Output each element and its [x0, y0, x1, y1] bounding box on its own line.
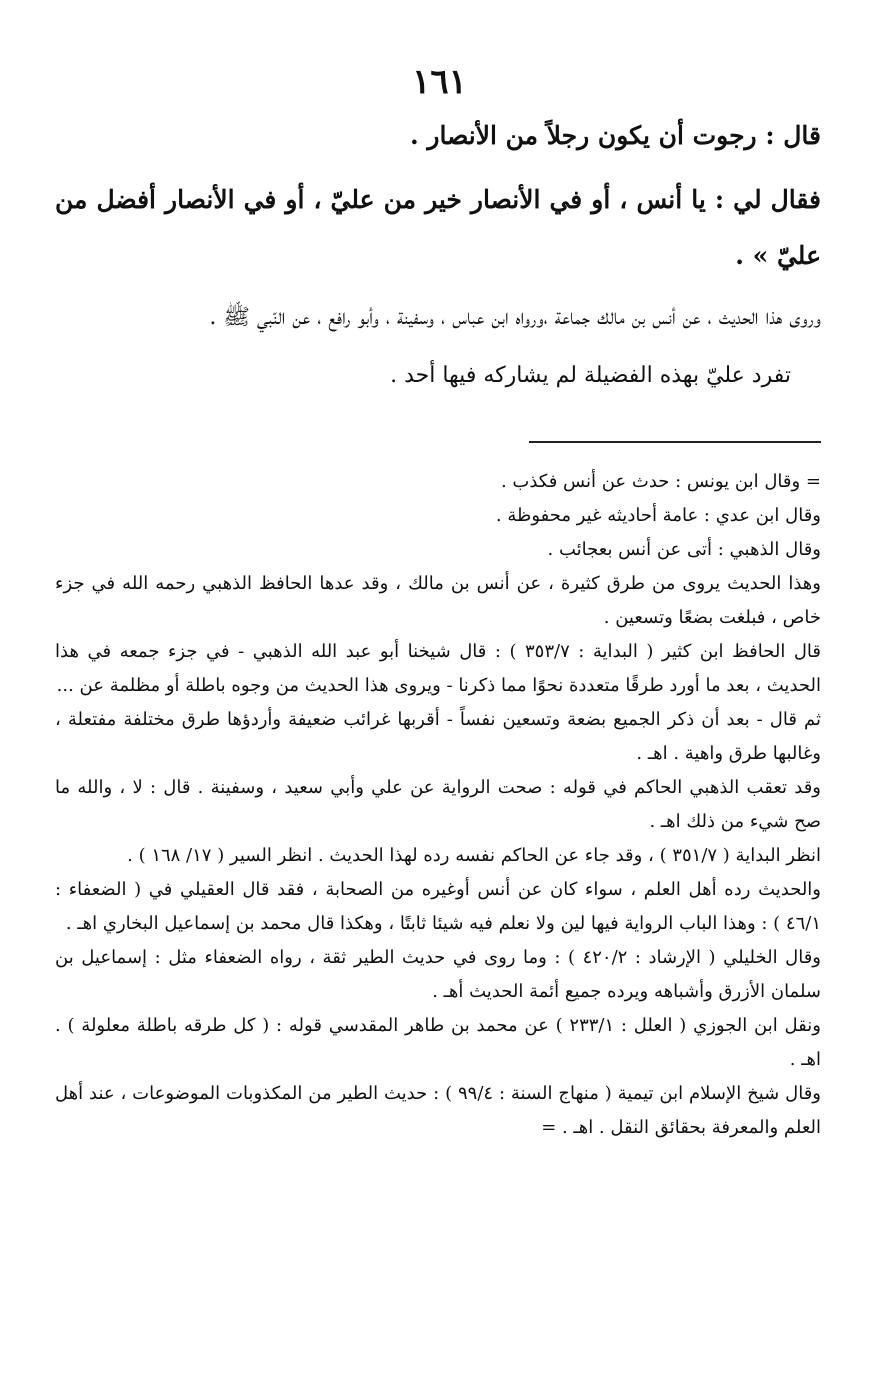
footnote-line: وهذا الحديث يروى من طرق كثيرة ، عن أنس بن مالك ، وقد عدها الحافظ الذهبي رحمه الله في جزء خاص ، فبلغت بضعًا وتسعين .: [55, 573, 821, 628]
footnote-line: وقال شيخ الإسلام ابن تيمية ( منهاج السنة : ٩٩/٤ ) : حديث الطير من المكذوبات الموضوعات ، عند أهل العلم والمعرفة بحقائق النقل . اهـ . =: [55, 1083, 821, 1138]
main-paragraph-4: تفرد عليّ بهذه الفضيلة لم يشاركه فيها أحد .: [390, 363, 791, 388]
footnote-line: وقال ابن عدي : عامة أحاديثه غير محفوظة .: [495, 505, 821, 526]
main-paragraph-3: وروى هذا الحديث ، عن أنس بن مالك جماعة ،ورواه ابن عباس ، وسفينة ، وأبو رافع ، عن النّبي ﷺ .: [209, 305, 821, 330]
main-paragraph-2: فقال لي : يا أنس ، أو في الأنصار خير من عليّ ، أو في الأنصار أفضل من عليّ » .: [55, 185, 821, 270]
footnotes: [55, 465, 821, 1145]
footnote-line: = وقال ابن يونس : حدث عن أنس فكذب .: [500, 471, 821, 492]
footnote-line: وقال الخليلي ( الإرشاد : ٤٢٠/٢ ) : وما روى في حديث الطير ثقة ، رواه الضعفاء مثل : إسماعيل بن سلمان الأزرق وأشباهه ويرده جميع أئمة الحديث أهـ .: [55, 947, 821, 1002]
footnote-line: ونقل ابن الجوزي ( العلل : ٢٣٣/١ ) عن محمد بن طاهر المقدسي قوله : ( كل طرقه باطلة معلولة ) . اهـ .: [55, 1015, 821, 1070]
page-number: ١٦١: [412, 62, 467, 102]
footnote-separator: [529, 441, 821, 443]
main-text: [55, 108, 821, 400]
footnote-line: وقد تعقب الذهبي الحاكم في قوله : صحت الرواية عن علي وأبي سعيد ، وسفينة . قال : لا ، والله ما صح شيء من ذلك اهـ .: [55, 777, 821, 832]
footnote-line: قال الحافظ ابن كثير ( البداية : ٣٥٣/٧ ) : قال شيخنا أبو عبد الله الذهبي - في جزء جمعه في هذا الحديث ، بعد ما أورد طرقًا متعددة نحوًا مما ذكرنا - ويروى هذا الحديث من وجوه باطلة أو مظلمة عن ...: [55, 641, 821, 696]
footnote-line: ثم قال - بعد أن ذكر الجميع بضعة وتسعين نفساً - أقربها غرائب ضعيفة وأردؤها طرق مختلفة مفتعلة ، وغالبها طرق واهية . اهـ .: [55, 709, 821, 764]
main-paragraph-1: قال : رجوت أن يكون رجلاً من الأنصار .: [409, 121, 821, 150]
footnote-line: وقال الذهبي : أتى عن أنس بعجائب .: [547, 539, 821, 560]
footnote-line: انظر البداية ( ٣٥١/٧ ) ، وقد جاء عن الحاكم نفسه رده لهذا الحديث . انظر السير ( ١٧/ ١٦٨ ) .: [127, 845, 821, 866]
footnote-line: والحديث رده أهل العلم ، سواء كان عن أنس أوغيره من الصحابة ، فقد قال العقيلي في ( الضعفاء : ٤٦/١ ) : وهذا الباب الرواية فيها لين ولا نعلم فيه شيئا ثابتًا ، وهكذا قال محمد بن إسماعيل البخاري اهـ .: [55, 879, 821, 934]
